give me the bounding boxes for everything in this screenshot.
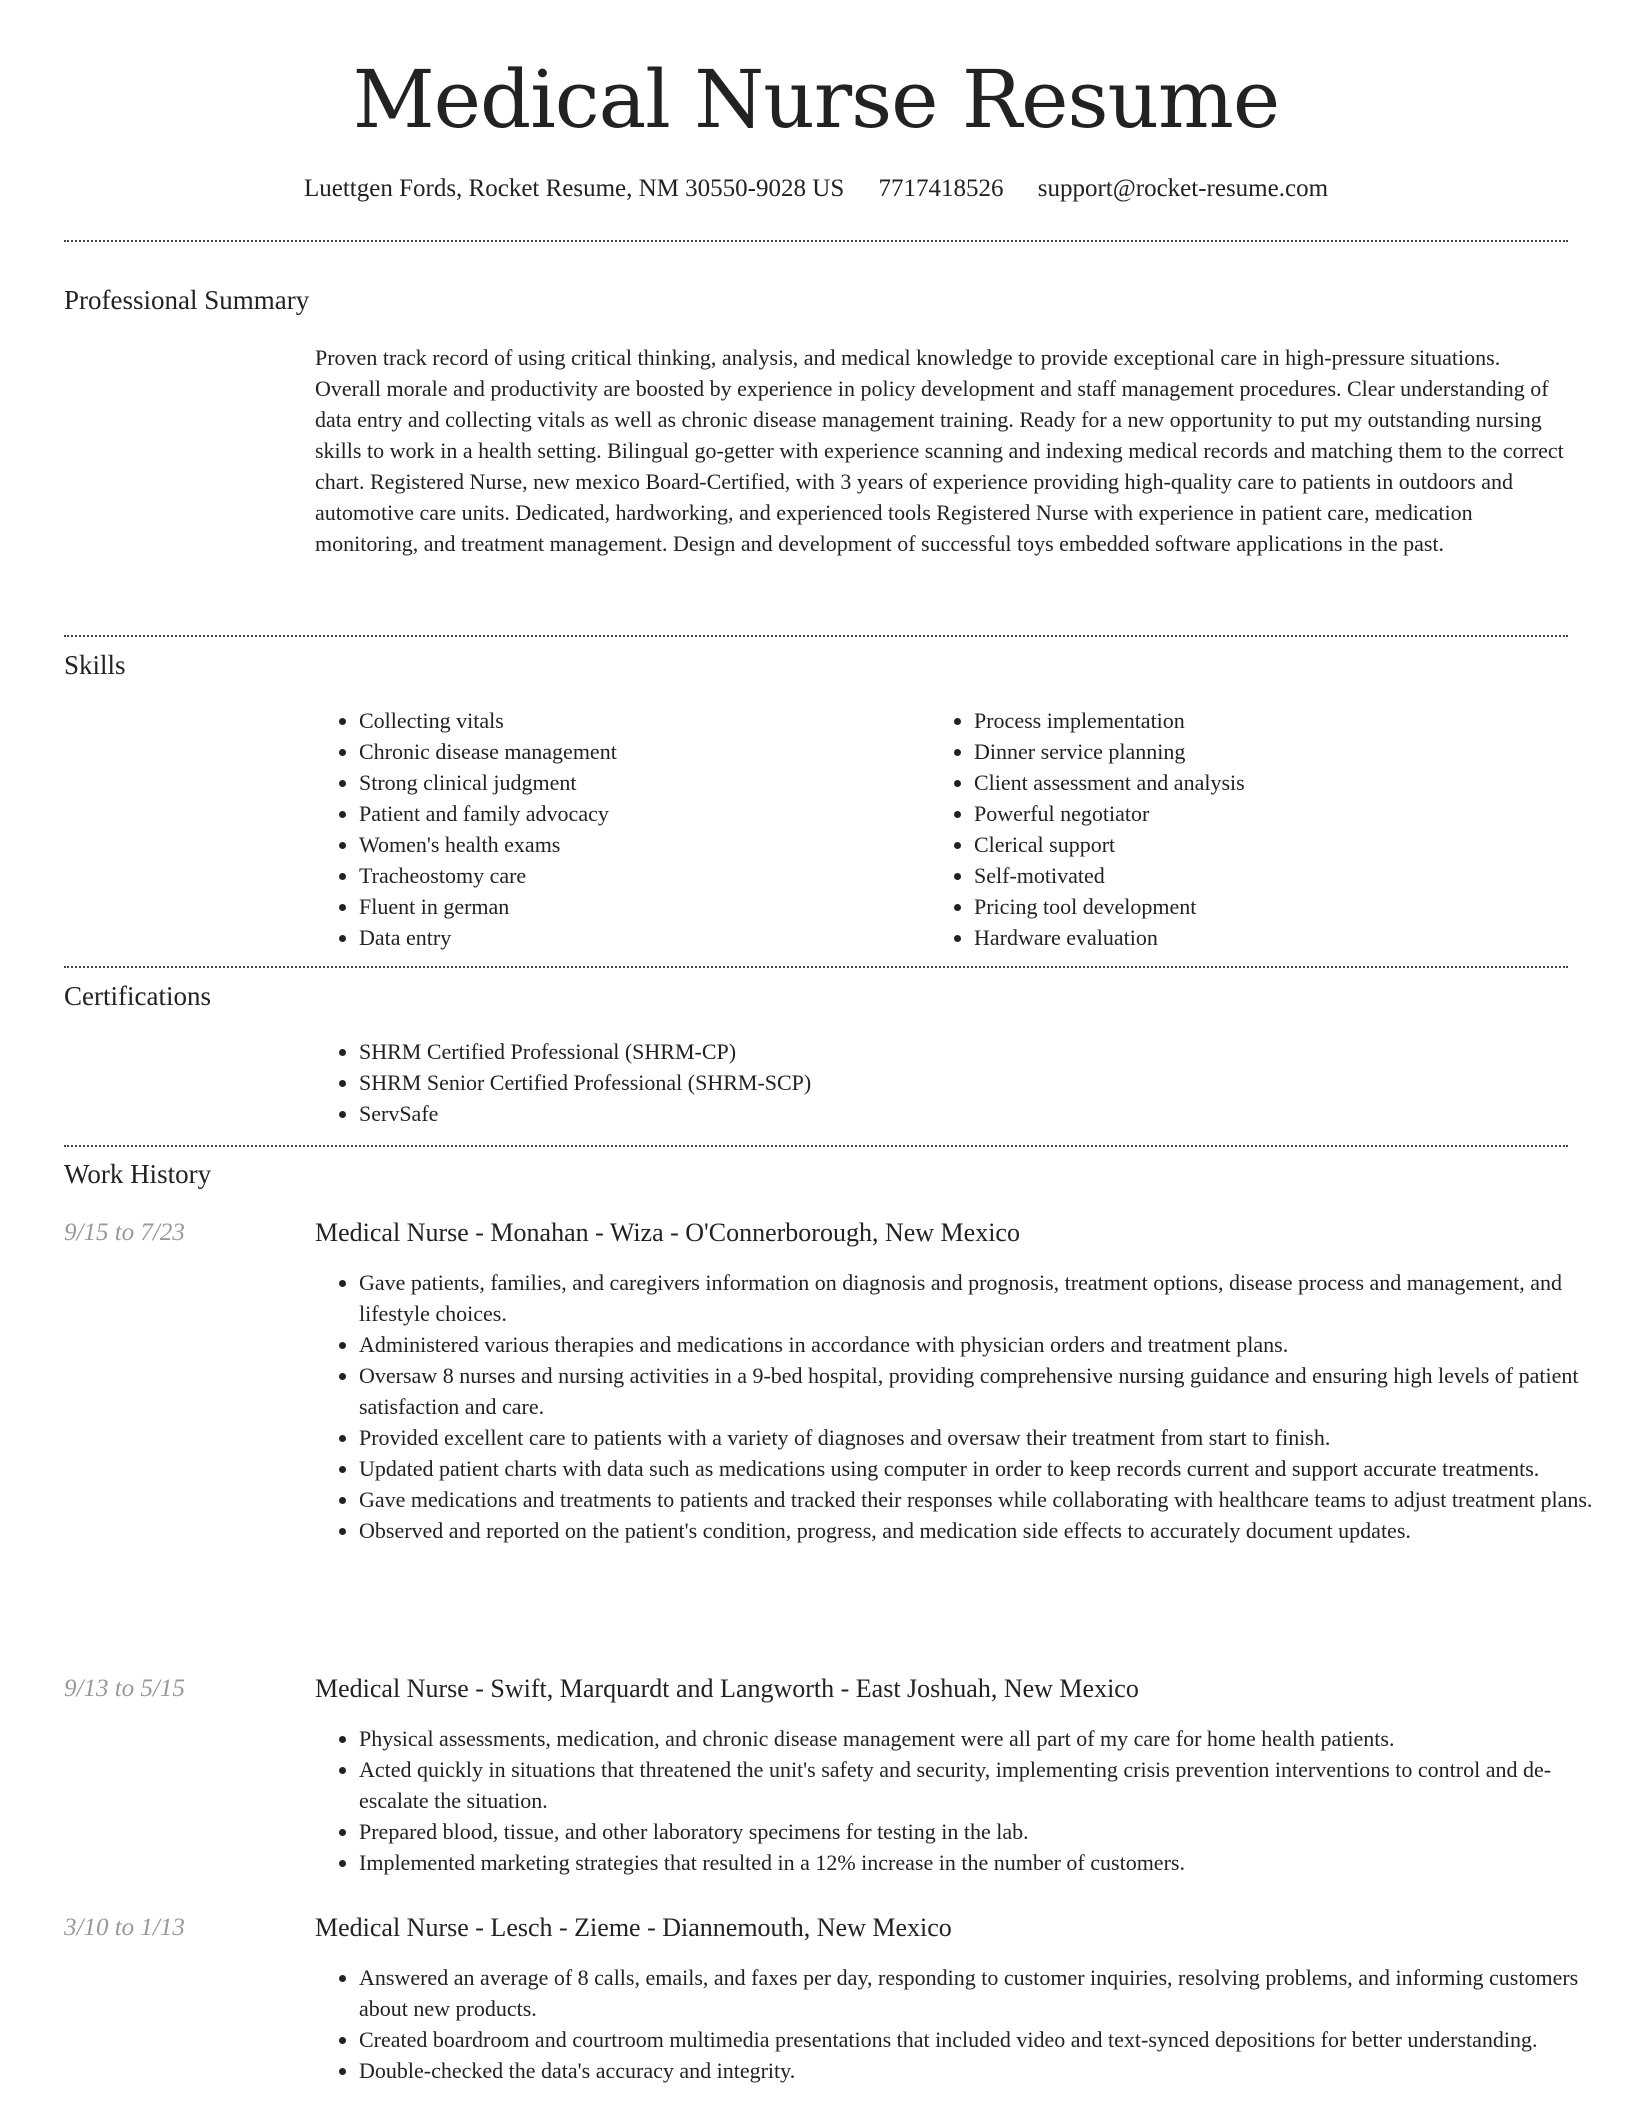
skill-item: • Collecting vitals (359, 705, 919, 736)
skill-item: • Powerful negotiator (974, 798, 1574, 829)
job-bullet: • Provided excellent care to patients with a variety of diagnoses and oversaw their treatment from start to finish. (359, 1422, 1615, 1453)
page-title: Medical Nurse Resume (352, 53, 1280, 146)
job-bullet: • Double-checked the data's accuracy and integrity. (359, 2055, 1615, 2086)
skill-item: • Fluent in german (359, 891, 919, 922)
skill-item: • Chronic disease management (359, 736, 919, 767)
certification-item: • ServSafe (359, 1098, 1559, 1129)
certification-item: • SHRM Certified Professional (SHRM-CP) (359, 1036, 1559, 1067)
skill-item: • Tracheostomy care (359, 860, 919, 891)
job-bullet: • Administered various therapies and medications in accordance with physician orders and treatment plans. (359, 1329, 1615, 1360)
skill-item: • Patient and family advocacy (359, 798, 919, 829)
skill-item: • Strong clinical judgment (359, 767, 919, 798)
section-heading-skills: Skills (64, 650, 126, 680)
skill-item: • Client assessment and analysis (974, 767, 1574, 798)
job-title: Medical Nurse - Monahan - Wiza - O'Connerborough, New Mexico (315, 1218, 1020, 1247)
job-bullets (315, 1723, 1615, 1878)
skill-item: • Clerical support (974, 829, 1574, 860)
job-bullet: • Gave medications and treatments to patients and tracked their responses while collaborating with healthcare teams to adjust treatment plans. (359, 1484, 1615, 1515)
job-bullet: • Created boardroom and courtroom multimedia presentations that included video and text-synced depositions for better understanding. (359, 2024, 1615, 2055)
job-bullet: • Prepared blood, tissue, and other laboratory specimens for testing in the lab. (359, 1816, 1615, 1847)
job-bullets (315, 1962, 1615, 2086)
skill-item: • Hardware evaluation (974, 922, 1574, 953)
skill-item: • Process implementation (974, 705, 1574, 736)
job-bullets (315, 1267, 1615, 1546)
section-heading-certifications: Certifications (64, 981, 211, 1011)
contact-line (0, 172, 1632, 206)
skill-item: • Pricing tool development (974, 891, 1574, 922)
divider (64, 966, 1568, 968)
job-bullet: • Implemented marketing strategies that resulted in a 12% increase in the number of customers. (359, 1847, 1615, 1878)
skill-item: • Dinner service planning (974, 736, 1574, 767)
skills-list-left (315, 705, 919, 953)
certifications-list (315, 1036, 1559, 1129)
contact-address: Luettgen Fords, Rocket Resume, NM 30550-9028 US (303, 175, 845, 202)
certification-item: • SHRM Senior Certified Professional (SHRM-SCP) (359, 1067, 1559, 1098)
skill-item: • Women's health exams (359, 829, 919, 860)
job-dates: 9/13 to 5/15 (64, 1675, 185, 1702)
job-bullet: • Acted quickly in situations that threatened the unit's safety and security, implementing crisis prevention interventions to control and de-escalate the situation. (359, 1754, 1615, 1816)
divider (64, 1145, 1568, 1147)
skill-item: • Self-motivated (974, 860, 1574, 891)
section-heading-summary: Professional Summary (64, 285, 310, 315)
job-bullet: • Observed and reported on the patient's condition, progress, and medication side effects to accurately document updates. (359, 1515, 1615, 1546)
job-dates: 3/10 to 1/13 (64, 1914, 185, 1941)
job-bullet: • Physical assessments, medication, and chronic disease management were all part of my care for home health patients. (359, 1723, 1615, 1754)
divider (64, 635, 1568, 637)
contact-email: support@rocket-resume.com (1037, 175, 1329, 202)
divider (64, 240, 1568, 242)
job-bullet: • Gave patients, families, and caregivers information on diagnosis and prognosis, treatment options, disease process and management, and lifestyle choices. (359, 1267, 1615, 1329)
job-dates: 9/15 to 7/23 (64, 1219, 185, 1246)
skill-item: • Data entry (359, 922, 919, 953)
job-title: Medical Nurse - Swift, Marquardt and Langworth - East Joshuah, New Mexico (315, 1674, 1139, 1703)
job-bullet: • Answered an average of 8 calls, emails, and faxes per day, responding to customer inquiries, resolving problems, and informing customers about new products. (359, 1962, 1615, 2024)
job-bullet: • Updated patient charts with data such as medications using computer in order to keep records current and support accurate treatments. (359, 1453, 1615, 1484)
contact-phone: 7717418526 (878, 175, 1004, 202)
skills-list-right (930, 705, 1574, 953)
section-heading-work-history: Work History (64, 1159, 212, 1189)
summary-text: Proven track record of using critical thinking, analysis, and medical knowledge to provide exceptional care in high-pressure situations. Overall morale and productivity are boosted by experience in policy development and staff management procedures. Clear understanding of data entry and collecting vitals as well as chronic disease management training. Ready for a new opportunity to put my outstanding nursing skills to work in a health setting. Bilingual go-getter with experience scanning and indexing medical records and matching them to the correct chart. Registered Nurse, new mexico Board-Certified, with 3 years of experience providing high-quality care to patients in outdoors and automotive care units. Dedicated, hardworking, and experienced tools Registered Nurse with experience in patient care, medication monitoring, and treatment management. Design and development of successful toys embedded software applications in the past. (315, 345, 1564, 556)
job-title: Medical Nurse - Lesch - Zieme - Diannemouth, New Mexico (315, 1913, 952, 1942)
job-bullet: • Oversaw 8 nurses and nursing activities in a 9-bed hospital, providing comprehensive nursing guidance and ensuring high levels of patient satisfaction and care. (359, 1360, 1615, 1422)
